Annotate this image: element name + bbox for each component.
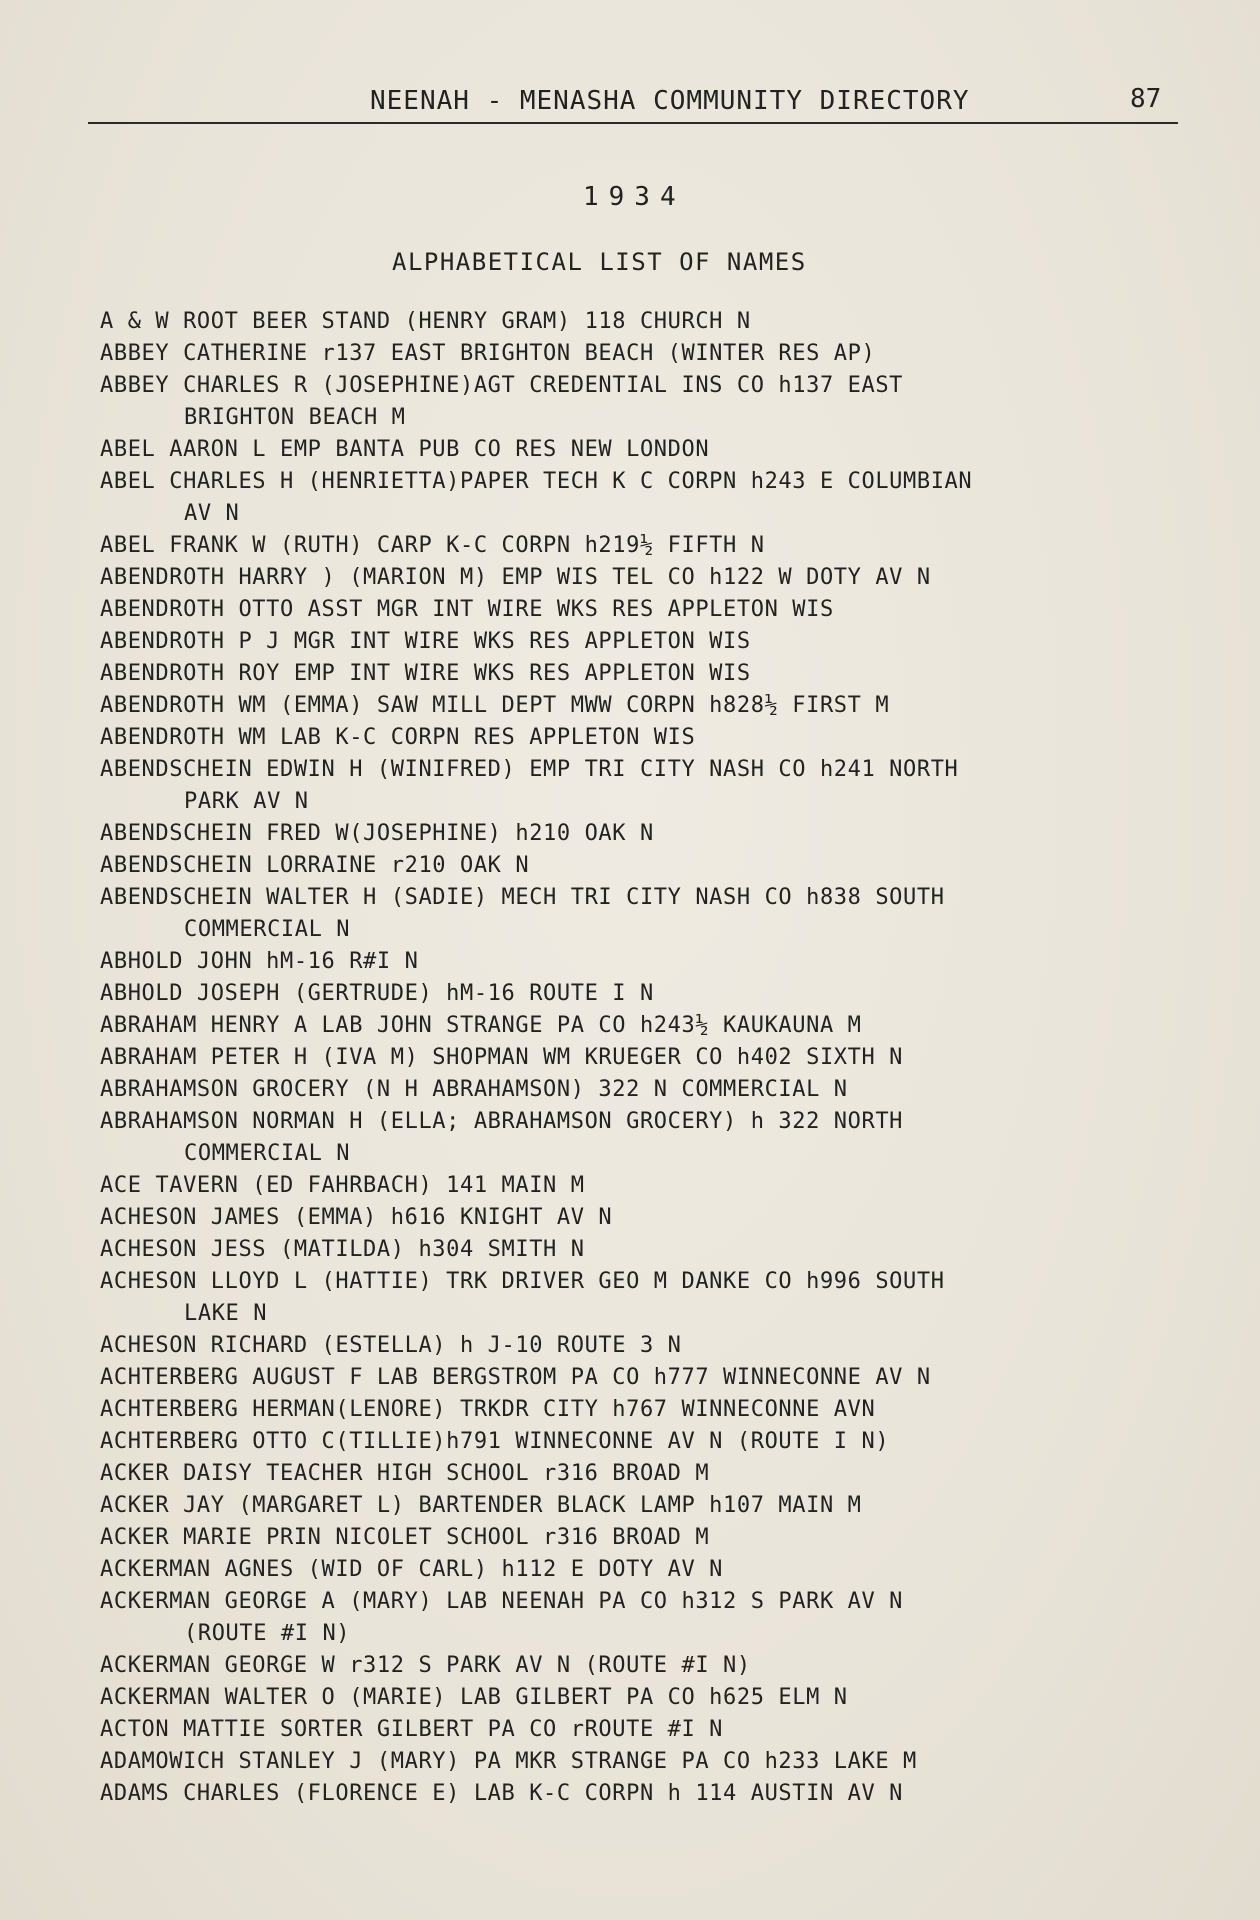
directory-entry: ACHTERBERG OTTO C(TILLIE)h791 WINNECONNE AV N (ROUTE I N) bbox=[100, 1429, 890, 1454]
directory-entry: ACKERMAN GEORGE A (MARY) LAB NEENAH PA CO h312 S PARK AV N bbox=[100, 1589, 904, 1614]
directory-entry: ACKER MARIE PRIN NICOLET SCHOOL r316 BROAD M bbox=[100, 1525, 710, 1550]
entry-continuation: COMMERCIAL N bbox=[184, 917, 351, 942]
entry-continuation: PARK AV N bbox=[184, 789, 309, 814]
directory-entry: ACE TAVERN (ED FAHRBACH) 141 MAIN M bbox=[100, 1173, 585, 1198]
entry-continuation: LAKE N bbox=[184, 1301, 268, 1326]
directory-entry: ABEL AARON L EMP BANTA PUB CO RES NEW LONDON bbox=[100, 437, 710, 462]
year-heading: 1934 bbox=[583, 182, 686, 212]
directory-entry: ABEL FRANK W (RUTH) CARP K-C CORPN h219½ FIFTH N bbox=[100, 533, 765, 558]
directory-entry: ADAMS CHARLES (FLORENCE E) LAB K-C CORPN h 114 AUSTIN AV N bbox=[100, 1781, 904, 1806]
page-number: 87 bbox=[1130, 84, 1162, 114]
directory-entry: ACHESON RICHARD (ESTELLA) h J-10 ROUTE 3 N bbox=[100, 1333, 682, 1358]
directory-entry: ABENDROTH HARRY ) (MARION M) EMP WIS TEL CO h122 W DOTY AV N bbox=[100, 565, 931, 590]
directory-entry: ACKERMAN GEORGE W r312 S PARK AV N (ROUTE #I N) bbox=[100, 1653, 751, 1678]
directory-entry: ACKERMAN WALTER O (MARIE) LAB GILBERT PA CO h625 ELM N bbox=[100, 1685, 848, 1710]
directory-entry: ABBEY CATHERINE r137 EAST BRIGHTON BEACH (WINTER RES AP) bbox=[100, 341, 876, 366]
directory-entry: ABBEY CHARLES R (JOSEPHINE)AGT CREDENTIAL INS CO h137 EAST bbox=[100, 373, 904, 398]
entry-continuation: AV N bbox=[184, 501, 240, 526]
directory-entry: A & W ROOT BEER STAND (HENRY GRAM) 118 CHURCH N bbox=[100, 309, 751, 334]
directory-entry: ABHOLD JOHN hM-16 R#I N bbox=[100, 949, 419, 974]
entry-continuation: BRIGHTON BEACH M bbox=[184, 405, 406, 430]
directory-entry: ABENDROTH WM (EMMA) SAW MILL DEPT MWW CORPN h828½ FIRST M bbox=[100, 693, 890, 718]
directory-entry: ABEL CHARLES H (HENRIETTA)PAPER TECH K C CORPN h243 E COLUMBIAN bbox=[100, 469, 973, 494]
directory-entry: ABRAHAM HENRY A LAB JOHN STRANGE PA CO h243½ KAUKAUNA M bbox=[100, 1013, 862, 1038]
directory-title: NEENAH - MENASHA COMMUNITY DIRECTORY bbox=[370, 86, 970, 116]
directory-entry: ACHTERBERG AUGUST F LAB BERGSTROM PA CO h777 WINNECONNE AV N bbox=[100, 1365, 931, 1390]
directory-entry: ABRAHAMSON GROCERY (N H ABRAHAMSON) 322 N COMMERCIAL N bbox=[100, 1077, 848, 1102]
directory-entry: ACKERMAN AGNES (WID OF CARL) h112 E DOTY AV N bbox=[100, 1557, 724, 1582]
directory-entry: ABENDROTH WM LAB K-C CORPN RES APPLETON WIS bbox=[100, 725, 696, 750]
directory-entry: ADAMOWICH STANLEY J (MARY) PA MKR STRANGE PA CO h233 LAKE M bbox=[100, 1749, 917, 1774]
directory-entry: ACKER DAISY TEACHER HIGH SCHOOL r316 BROAD M bbox=[100, 1461, 710, 1486]
directory-entry: ABENDROTH OTTO ASST MGR INT WIRE WKS RES APPLETON WIS bbox=[100, 597, 834, 622]
directory-entry: ABENDSCHEIN EDWIN H (WINIFRED) EMP TRI CITY NASH CO h241 NORTH bbox=[100, 757, 959, 782]
directory-entry: ABENDROTH ROY EMP INT WIRE WKS RES APPLETON WIS bbox=[100, 661, 751, 686]
directory-entry: ABENDROTH P J MGR INT WIRE WKS RES APPLETON WIS bbox=[100, 629, 751, 654]
directory-entry: ABRAHAMSON NORMAN H (ELLA; ABRAHAMSON GROCERY) h 322 NORTH bbox=[100, 1109, 904, 1134]
directory-entry: ACHTERBERG HERMAN(LENORE) TRKDR CITY h767 WINNECONNE AVN bbox=[100, 1397, 876, 1422]
name-list bbox=[100, 306, 1190, 1810]
directory-entry: ABENDSCHEIN FRED W(JOSEPHINE) h210 OAK N bbox=[100, 821, 654, 846]
list-heading: ALPHABETICAL LIST OF NAMES bbox=[392, 248, 807, 276]
directory-entry: ACHESON LLOYD L (HATTIE) TRK DRIVER GEO M DANKE CO h996 SOUTH bbox=[100, 1269, 945, 1294]
directory-entry: ACKER JAY (MARGARET L) BARTENDER BLACK LAMP h107 MAIN M bbox=[100, 1493, 862, 1518]
entry-continuation: COMMERCIAL N bbox=[184, 1141, 351, 1166]
directory-entry: ACHESON JAMES (EMMA) h616 KNIGHT AV N bbox=[100, 1205, 613, 1230]
directory-entry: ABRAHAM PETER H (IVA M) SHOPMAN WM KRUEGER CO h402 SIXTH N bbox=[100, 1045, 904, 1070]
entry-continuation: (ROUTE #I N) bbox=[184, 1621, 351, 1646]
directory-entry: ABHOLD JOSEPH (GERTRUDE) hM-16 ROUTE I N bbox=[100, 981, 654, 1006]
running-head bbox=[88, 82, 1178, 124]
directory-entry: ACTON MATTIE SORTER GILBERT PA CO rROUTE #I N bbox=[100, 1717, 724, 1742]
directory-entry: ACHESON JESS (MATILDA) h304 SMITH N bbox=[100, 1237, 585, 1262]
directory-entry: ABENDSCHEIN WALTER H (SADIE) MECH TRI CITY NASH CO h838 SOUTH bbox=[100, 885, 945, 910]
directory-entry: ABENDSCHEIN LORRAINE r210 OAK N bbox=[100, 853, 530, 878]
